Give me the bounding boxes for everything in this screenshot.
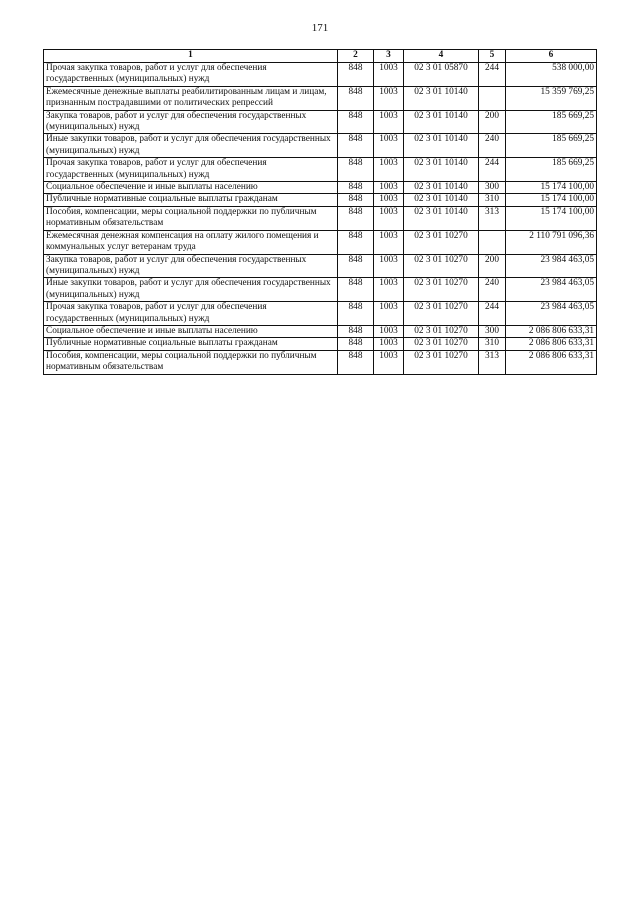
section-code-cell: 1003	[374, 350, 404, 374]
expense-type-cell: 244	[479, 63, 506, 87]
amount-cell: 538 000,00	[506, 63, 597, 87]
table-row	[44, 110, 597, 134]
table-row	[44, 278, 597, 302]
target-article-cell: 02 3 01 10140	[404, 86, 479, 110]
admin-code-cell: 848	[338, 254, 374, 278]
name-cell: Прочая закупка товаров, работ и услуг для обеспечения государственных (муниципальных) нужд	[44, 158, 338, 182]
name-cell: Прочая закупка товаров, работ и услуг для обеспечения государственных (муниципальных) нужд	[44, 302, 338, 326]
table-row	[44, 254, 597, 278]
table-row	[44, 206, 597, 230]
amount-cell: 23 984 463,05	[506, 254, 597, 278]
table-row	[44, 158, 597, 182]
section-code-cell: 1003	[374, 278, 404, 302]
section-code-cell: 1003	[374, 254, 404, 278]
target-article-cell: 02 3 01 10140	[404, 134, 479, 158]
name-cell: Социальное обеспечение и иные выплаты населению	[44, 325, 338, 337]
amount-cell: 2 086 806 633,31	[506, 325, 597, 337]
admin-code-cell: 848	[338, 194, 374, 206]
section-code-cell: 1003	[374, 325, 404, 337]
budget-table	[43, 49, 597, 375]
expense-type-cell: 313	[479, 206, 506, 230]
expense-type-cell: 200	[479, 254, 506, 278]
target-article-cell: 02 3 01 10140	[404, 194, 479, 206]
target-article-cell: 02 3 01 10140	[404, 158, 479, 182]
table-row	[44, 63, 597, 87]
expense-type-cell: 300	[479, 182, 506, 194]
amount-cell: 15 359 769,25	[506, 86, 597, 110]
section-code-cell: 1003	[374, 134, 404, 158]
admin-code-cell: 848	[338, 325, 374, 337]
amount-cell: 15 174 100,00	[506, 182, 597, 194]
target-article-cell: 02 3 01 10270	[404, 338, 479, 350]
table-row	[44, 134, 597, 158]
amount-cell: 15 174 100,00	[506, 206, 597, 230]
target-article-cell: 02 3 01 10140	[404, 110, 479, 134]
admin-code-cell: 848	[338, 278, 374, 302]
section-code-cell: 1003	[374, 230, 404, 254]
name-cell: Ежемесячные денежные выплаты реабилитированным лицам и лицам, признанным пострадавшими от политических репрессий	[44, 86, 338, 110]
admin-code-cell: 848	[338, 206, 374, 230]
amount-cell: 2 110 791 096,36	[506, 230, 597, 254]
name-cell: Закупка товаров, работ и услуг для обеспечения государственных (муниципальных) нужд	[44, 254, 338, 278]
admin-code-cell: 848	[338, 182, 374, 194]
amount-cell: 185 669,25	[506, 134, 597, 158]
target-article-cell: 02 3 01 10270	[404, 230, 479, 254]
expense-type-cell: 313	[479, 350, 506, 374]
admin-code-cell: 848	[338, 63, 374, 87]
amount-cell: 15 174 100,00	[506, 194, 597, 206]
admin-code-cell: 848	[338, 134, 374, 158]
table-row	[44, 325, 597, 337]
target-article-cell: 02 3 01 10270	[404, 302, 479, 326]
expense-type-cell: 244	[479, 158, 506, 182]
name-cell: Публичные нормативные социальные выплаты гражданам	[44, 194, 338, 206]
table-row	[44, 86, 597, 110]
section-code-cell: 1003	[374, 158, 404, 182]
expense-type-cell: 200	[479, 110, 506, 134]
section-code-cell: 1003	[374, 194, 404, 206]
admin-code-cell: 848	[338, 110, 374, 134]
column-header-2: 2	[338, 50, 374, 63]
section-code-cell: 1003	[374, 182, 404, 194]
target-article-cell: 02 3 01 10140	[404, 206, 479, 230]
table-row	[44, 194, 597, 206]
amount-cell: 23 984 463,05	[506, 302, 597, 326]
section-code-cell: 1003	[374, 206, 404, 230]
table-row	[44, 182, 597, 194]
amount-cell: 185 669,25	[506, 158, 597, 182]
column-header-5: 5	[479, 50, 506, 63]
page-number: 171	[311, 22, 329, 34]
expense-type-cell: 240	[479, 134, 506, 158]
expense-type-cell: 240	[479, 278, 506, 302]
name-cell: Социальное обеспечение и иные выплаты населению	[44, 182, 338, 194]
table-body	[44, 63, 597, 375]
name-cell: Закупка товаров, работ и услуг для обеспечения государственных (муниципальных) нужд	[44, 110, 338, 134]
column-header-4: 4	[404, 50, 479, 63]
name-cell: Публичные нормативные социальные выплаты гражданам	[44, 338, 338, 350]
table-row	[44, 230, 597, 254]
amount-cell: 2 086 806 633,31	[506, 350, 597, 374]
column-header-1: 1	[44, 50, 338, 63]
expense-type-cell: 300	[479, 325, 506, 337]
target-article-cell: 02 3 01 05870	[404, 63, 479, 87]
section-code-cell: 1003	[374, 63, 404, 87]
amount-cell: 2 086 806 633,31	[506, 338, 597, 350]
expense-type-cell	[479, 86, 506, 110]
admin-code-cell: 848	[338, 350, 374, 374]
table-row	[44, 350, 597, 374]
name-cell: Прочая закупка товаров, работ и услуг для обеспечения государственных (муниципальных) нужд	[44, 63, 338, 87]
expense-type-cell: 310	[479, 194, 506, 206]
target-article-cell: 02 3 01 10140	[404, 182, 479, 194]
admin-code-cell: 848	[338, 158, 374, 182]
target-article-cell: 02 3 01 10270	[404, 325, 479, 337]
section-code-cell: 1003	[374, 110, 404, 134]
target-article-cell: 02 3 01 10270	[404, 350, 479, 374]
section-code-cell: 1003	[374, 338, 404, 350]
admin-code-cell: 848	[338, 338, 374, 350]
expense-type-cell: 310	[479, 338, 506, 350]
header-row	[44, 50, 597, 63]
name-cell: Ежемесячная денежная компенсация на оплату жилого помещения и коммунальных услуг ветеранам труда	[44, 230, 338, 254]
table-row	[44, 338, 597, 350]
expense-type-cell	[479, 230, 506, 254]
column-header-6: 6	[506, 50, 597, 63]
name-cell: Пособия, компенсации, меры социальной поддержки по публичным нормативным обязательствам	[44, 350, 338, 374]
section-code-cell: 1003	[374, 302, 404, 326]
amount-cell: 185 669,25	[506, 110, 597, 134]
target-article-cell: 02 3 01 10270	[404, 254, 479, 278]
admin-code-cell: 848	[338, 302, 374, 326]
column-header-3: 3	[374, 50, 404, 63]
admin-code-cell: 848	[338, 86, 374, 110]
amount-cell: 23 984 463,05	[506, 278, 597, 302]
table-row	[44, 302, 597, 326]
target-article-cell: 02 3 01 10270	[404, 278, 479, 302]
section-code-cell: 1003	[374, 86, 404, 110]
admin-code-cell: 848	[338, 230, 374, 254]
name-cell: Иные закупки товаров, работ и услуг для обеспечения государственных (муниципальных) нужд	[44, 278, 338, 302]
name-cell: Иные закупки товаров, работ и услуг для обеспечения государственных (муниципальных) нужд	[44, 134, 338, 158]
name-cell: Пособия, компенсации, меры социальной поддержки по публичным нормативным обязательствам	[44, 206, 338, 230]
expense-type-cell: 244	[479, 302, 506, 326]
